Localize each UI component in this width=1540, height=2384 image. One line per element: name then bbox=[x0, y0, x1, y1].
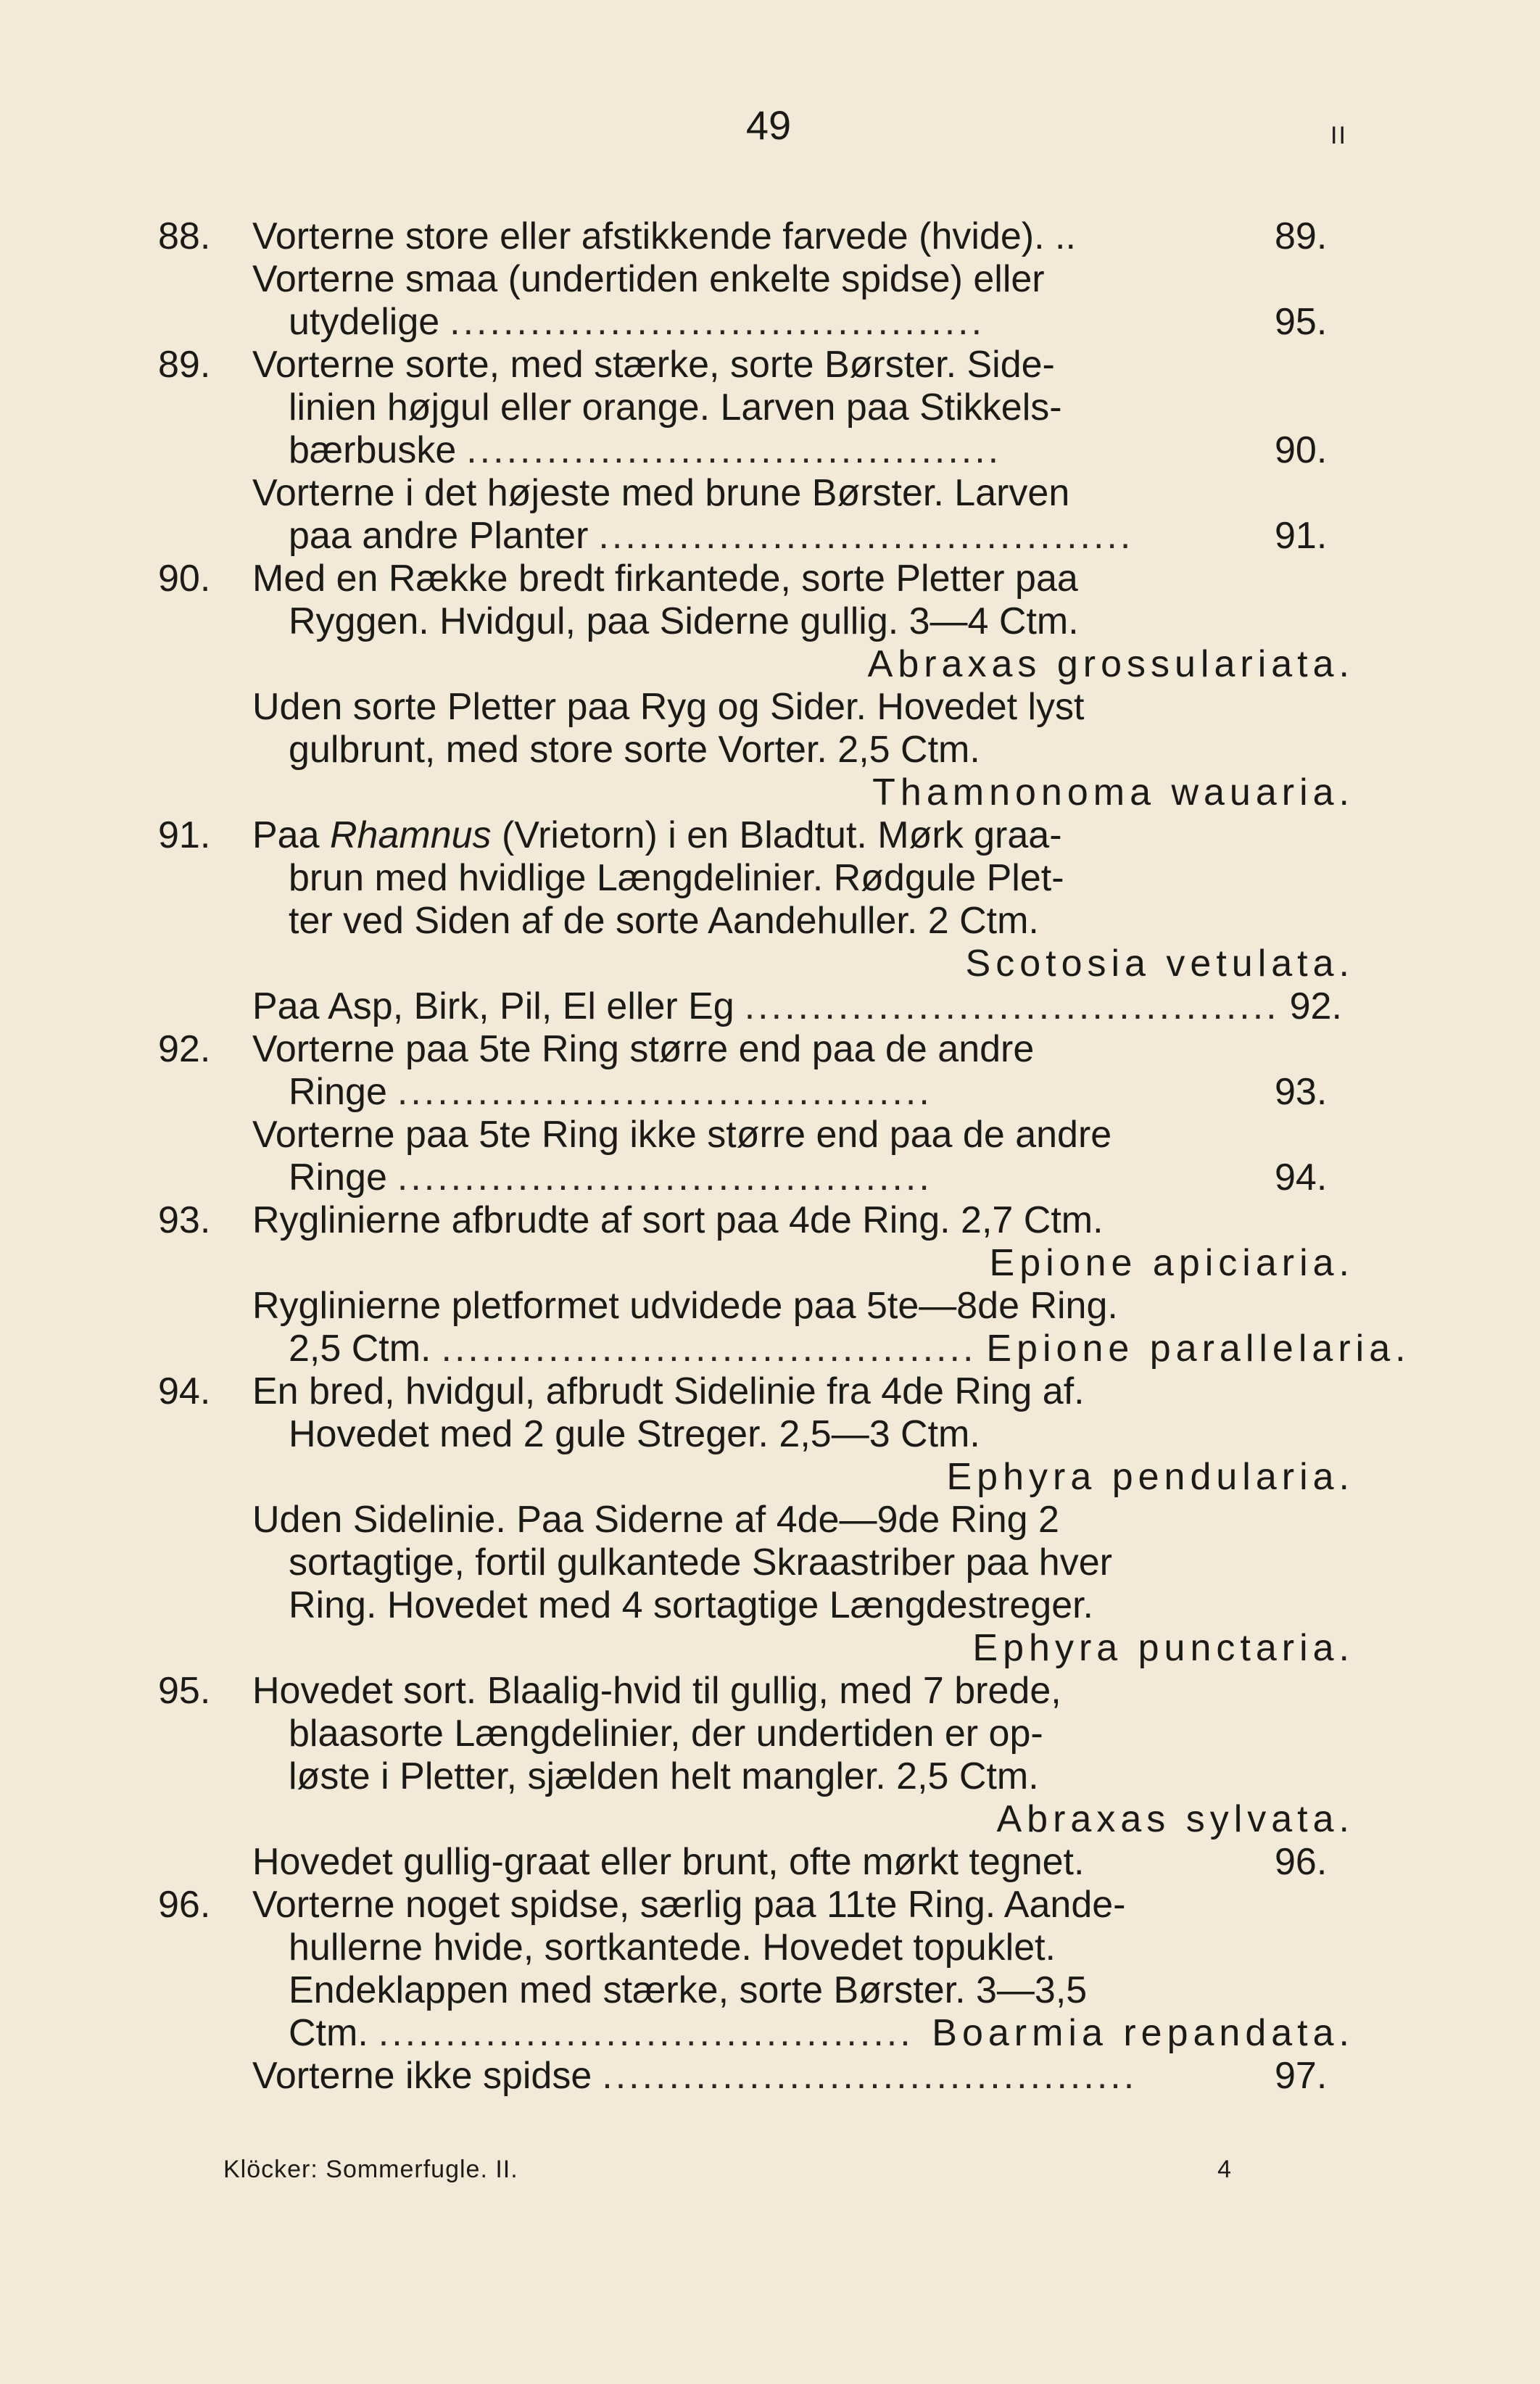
entry-text bbox=[252, 1370, 1354, 1413]
entry-text bbox=[252, 1884, 1354, 1926]
entry-text-main: Vorterne noget spidse, særlig paa 11te Ring. Aande- bbox=[252, 1884, 1126, 1926]
reference-number: 94. bbox=[1275, 1156, 1328, 1199]
reference-number: 97. bbox=[1275, 2055, 1328, 2097]
reference-number: 93. bbox=[1275, 1071, 1328, 1113]
entry-text bbox=[252, 1199, 1354, 1242]
entry-text bbox=[289, 729, 1354, 771]
entry-text-main: Med en Række bredt firkantede, sorte Pletter paa bbox=[252, 558, 1078, 600]
entry-text bbox=[252, 1499, 1354, 1541]
entry-text bbox=[289, 1584, 1354, 1627]
entry-text bbox=[289, 1926, 1354, 1969]
entry-text bbox=[289, 600, 1354, 643]
species-name: Thamnonoma wauaria. bbox=[872, 771, 1354, 814]
key-line bbox=[158, 1413, 1354, 1456]
key-line bbox=[158, 686, 1354, 729]
entry-text bbox=[289, 301, 1354, 344]
leader-dots: ........................................ bbox=[602, 2055, 1138, 2097]
footer-title: Klöcker: Sommerfugle. II. bbox=[223, 2156, 518, 2183]
entry-text-main: En bred, hvidgul, afbrudt Sidelinie fra 4de Ring af. bbox=[252, 1370, 1085, 1412]
entry-text bbox=[252, 1028, 1354, 1071]
entry-text-main: Vorterne store eller afstikkende farvede (hvide). .. bbox=[252, 215, 1076, 257]
entry-text bbox=[289, 1713, 1354, 1755]
key-line bbox=[158, 1328, 1411, 1370]
key-line bbox=[158, 1285, 1354, 1328]
entry-text-main: ter ved Siden af de sorte Aandehuller. 2 Ctm. bbox=[289, 900, 1039, 942]
entry-text-main: Ryglinierne afbrudte af sort paa 4de Ring. 2,7 Ctm. bbox=[252, 1199, 1104, 1241]
key-line bbox=[158, 1456, 1354, 1499]
entry-text-main: brun med hvidlige Længdelinier. Rødgule Plet- bbox=[289, 857, 1064, 899]
entry-text-main: sortagtige, fortil gulkantede Skraastriber paa hver bbox=[289, 1541, 1112, 1584]
entry-number: 89. bbox=[158, 344, 211, 386]
key-line bbox=[158, 301, 1354, 344]
entry-text bbox=[289, 386, 1354, 429]
species-name: Boarmia repandata. bbox=[932, 2012, 1354, 2054]
key-line bbox=[158, 1884, 1354, 1926]
entry-text bbox=[289, 1328, 1411, 1370]
key-line bbox=[158, 1841, 1354, 1884]
entry-text-main: Paa bbox=[252, 814, 330, 856]
species-name: Abraxas grossulariata. bbox=[867, 643, 1354, 685]
entry-text-main: linien højgul eller orange. Larven paa Stikkels- bbox=[289, 386, 1062, 429]
entry-text bbox=[289, 2012, 1354, 2055]
entry-text bbox=[289, 1969, 1354, 2012]
species-name: Epione parallelaria. bbox=[986, 1328, 1411, 1370]
entry-text bbox=[289, 1071, 1354, 1114]
key-line bbox=[158, 771, 1354, 814]
entry-text-main: Paa Asp, Birk, Pil, El eller Eg bbox=[252, 985, 734, 1027]
entry-text-rest: (Vrietorn) i en Bladtut. Mørk graa- bbox=[491, 814, 1062, 856]
footer-sheet-number: 4 bbox=[1217, 2156, 1231, 2183]
key-line bbox=[158, 1156, 1354, 1199]
reference-number: 96. bbox=[1275, 1841, 1328, 1883]
key-line bbox=[158, 943, 1354, 985]
species-name: Ephyra pendularia. bbox=[946, 1456, 1354, 1498]
entry-text bbox=[252, 1285, 1354, 1328]
key-line bbox=[158, 215, 1354, 258]
entry-text bbox=[289, 1413, 1354, 1456]
key-line bbox=[158, 2055, 1354, 2098]
key-line bbox=[158, 1926, 1354, 1969]
key-line bbox=[158, 515, 1354, 558]
entry-number: 93. bbox=[158, 1199, 211, 1241]
entry-text-main: Vorterne ikke spidse bbox=[252, 2055, 592, 2097]
entry-number: 95. bbox=[158, 1670, 211, 1712]
leader-dots: ........................................ bbox=[466, 429, 1002, 471]
entry-text-main: Ringe bbox=[289, 1156, 387, 1199]
entry-number: 94. bbox=[158, 1370, 211, 1412]
entry-text-main: Ring. Hovedet med 4 sortagtige Længdestreger. bbox=[289, 1584, 1094, 1626]
entry-text bbox=[252, 215, 1267, 258]
entry-text-main: Ringe bbox=[289, 1071, 387, 1113]
species-name: Scotosia vetulata. bbox=[965, 943, 1354, 985]
entry-text bbox=[252, 344, 1354, 386]
entry-text-main: bærbuske bbox=[289, 429, 457, 471]
entry-text-main: Uden sorte Pletter paa Ryg og Sider. Hovedet lyst bbox=[252, 686, 1085, 728]
entry-text bbox=[252, 985, 1354, 1028]
entry-text bbox=[252, 1670, 1354, 1713]
entry-italic-text: Rhamnus bbox=[329, 814, 492, 856]
key-line bbox=[158, 857, 1354, 900]
entry-text bbox=[289, 1156, 1354, 1199]
entry-text bbox=[289, 429, 1354, 472]
entry-number: 92. bbox=[158, 1028, 211, 1070]
key-line bbox=[158, 729, 1354, 771]
entry-text bbox=[252, 686, 1354, 729]
entry-text-main: Vorterne paa 5te Ring større end paa de andre bbox=[252, 1028, 1035, 1070]
key-line bbox=[158, 1499, 1354, 1541]
key-line bbox=[158, 472, 1354, 515]
entry-text-main: utydelige bbox=[289, 301, 440, 343]
leader-dots: ........................................ bbox=[441, 1328, 977, 1370]
leader-dots: ........................................ bbox=[397, 1071, 932, 1113]
entry-text bbox=[252, 2055, 1354, 2098]
entry-text bbox=[289, 1541, 1354, 1584]
key-line bbox=[158, 1798, 1354, 1841]
key-line bbox=[158, 2012, 1354, 2055]
key-line bbox=[158, 1370, 1354, 1413]
entry-text-main: Uden Sidelinie. Paa Siderne af 4de—9de Ring 2 bbox=[252, 1499, 1059, 1541]
key-line bbox=[158, 814, 1354, 857]
key-line bbox=[158, 1713, 1354, 1755]
key-line bbox=[158, 558, 1354, 600]
entry-text bbox=[252, 814, 1354, 857]
entry-text-main: paa andre Planter bbox=[289, 515, 589, 557]
key-line bbox=[158, 1584, 1354, 1627]
entry-text-main: 2,5 Ctm. bbox=[289, 1328, 431, 1370]
entry-text bbox=[252, 1114, 1354, 1156]
entry-text-main: Vorterne sorte, med stærke, sorte Børster. Side- bbox=[252, 344, 1055, 386]
key-line bbox=[158, 600, 1354, 643]
entry-text-main: Hovedet sort. Blaalig-hvid til gullig, med 7 brede, bbox=[252, 1670, 1061, 1712]
entry-text-main: Ctm. bbox=[289, 2012, 368, 2054]
entry-text-main: Hovedet gullig-graat eller brunt, ofte mørkt tegnet. bbox=[252, 1841, 1085, 1883]
key-line bbox=[158, 1969, 1354, 2012]
signature-mark: II bbox=[1330, 122, 1347, 149]
entry-text-main: blaasorte Længdelinier, der undertiden er op- bbox=[289, 1713, 1043, 1755]
page-number: 49 bbox=[745, 102, 792, 148]
species-name: Abraxas sylvata. bbox=[996, 1798, 1354, 1840]
key-line bbox=[158, 386, 1354, 429]
entry-text bbox=[252, 558, 1354, 600]
leader-dots: ........................................ bbox=[450, 301, 985, 343]
entry-text-main: Vorterne i det højeste med brune Børster. Larven bbox=[252, 472, 1070, 514]
key-line bbox=[158, 1199, 1354, 1242]
entry-text-main: Ryglinierne pletformet udvidede paa 5te—8de Ring. bbox=[252, 1285, 1118, 1327]
entry-text bbox=[252, 1841, 1267, 1884]
reference-number: 92. bbox=[1289, 985, 1342, 1027]
key-line bbox=[158, 900, 1354, 943]
species-name: Epione apiciaria. bbox=[989, 1242, 1354, 1284]
key-line bbox=[158, 258, 1354, 301]
entry-text-main: Vorterne smaa (undertiden enkelte spidse) eller bbox=[252, 258, 1045, 300]
entry-text bbox=[289, 857, 1354, 900]
key-line bbox=[158, 1114, 1354, 1156]
key-line bbox=[158, 985, 1354, 1028]
key-line bbox=[158, 344, 1354, 386]
reference-number: 90. bbox=[1275, 429, 1328, 471]
reference-number: 95. bbox=[1275, 301, 1328, 343]
entry-text-main: Hovedet med 2 gule Streger. 2,5—3 Ctm. bbox=[289, 1413, 980, 1455]
entry-text-main: Ryggen. Hvidgul, paa Siderne gullig. 3—4 Ctm. bbox=[289, 600, 1079, 642]
entry-text bbox=[252, 472, 1354, 515]
entry-text-main: hullerne hvide, sortkantede. Hovedet topuklet. bbox=[289, 1926, 1056, 1969]
key-line bbox=[158, 1071, 1354, 1114]
entry-text bbox=[289, 515, 1354, 558]
entry-text bbox=[289, 900, 1354, 943]
reference-number: 89. bbox=[1275, 215, 1328, 257]
key-line bbox=[158, 1028, 1354, 1071]
entry-number: 91. bbox=[158, 814, 211, 856]
key-line bbox=[158, 1627, 1354, 1670]
entry-text bbox=[252, 258, 1354, 301]
entry-text-main: Vorterne paa 5te Ring ikke større end paa de andre bbox=[252, 1114, 1112, 1156]
species-name: Ephyra punctaria. bbox=[972, 1627, 1354, 1669]
key-line bbox=[158, 429, 1354, 472]
entry-text-main: Endeklappen med stærke, sorte Børster. 3—3,5 bbox=[289, 1969, 1088, 2011]
entry-number: 90. bbox=[158, 558, 211, 600]
leader-dots: ........................................ bbox=[598, 515, 1134, 557]
leader-dots: ........................................ bbox=[397, 1156, 932, 1199]
key-entries bbox=[158, 215, 1411, 2098]
key-line bbox=[158, 643, 1354, 686]
entry-text-main: løste i Pletter, sjælden helt mangler. 2,5 Ctm. bbox=[289, 1755, 1039, 1797]
entry-number: 96. bbox=[158, 1884, 211, 1926]
entry-text-main: gulbrunt, med store sorte Vorter. 2,5 Ctm. bbox=[289, 729, 980, 771]
leader-dots: ........................................ bbox=[378, 2012, 914, 2054]
leader-dots: ........................................ bbox=[744, 985, 1280, 1027]
key-line bbox=[158, 1242, 1354, 1285]
entry-number: 88. bbox=[158, 215, 211, 257]
reference-number: 91. bbox=[1275, 515, 1328, 557]
key-line bbox=[158, 1670, 1354, 1713]
key-line bbox=[158, 1755, 1354, 1798]
entry-text bbox=[289, 1755, 1354, 1798]
key-line bbox=[158, 1541, 1354, 1584]
